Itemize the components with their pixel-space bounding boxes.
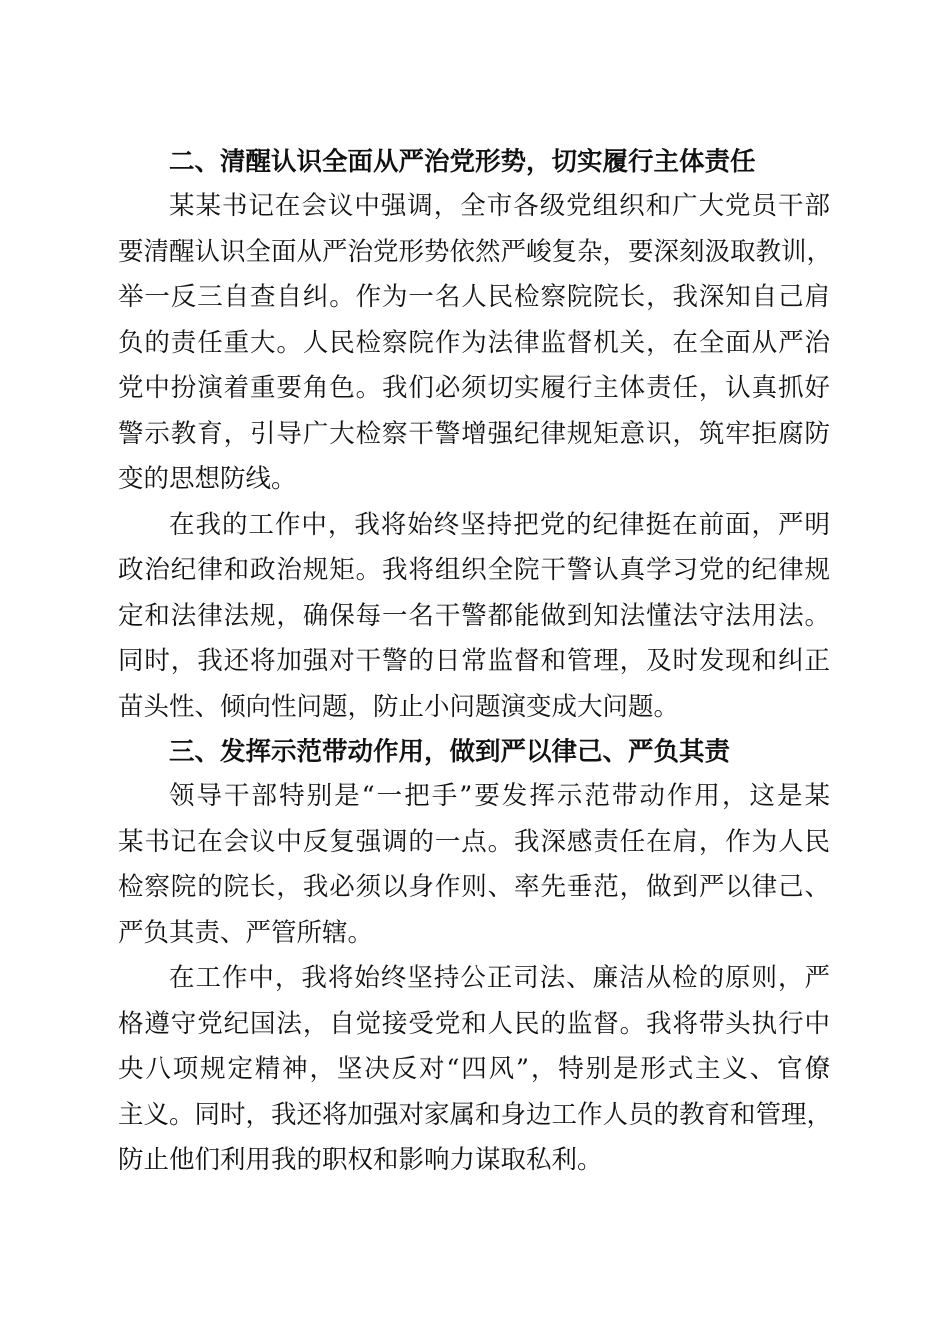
paragraph	[118, 774, 830, 956]
paragraph-line: 主义。同时，我还将加强对家属和身边工作人员的教育和管理，	[118, 1099, 833, 1130]
paragraph-line: 要清醒认识全面从严治党形势依然严峻复杂，要深刻汲取教训，	[118, 236, 833, 267]
paragraph-line: 某书记在会议中反复强调的一点。我深感责任在肩，作为人民	[118, 826, 830, 857]
paragraph	[118, 184, 833, 503]
paragraph-line: 某某书记在会议中强调，全市各级党组织和广大党员干部	[169, 191, 830, 221]
paragraph	[118, 956, 833, 1184]
paragraph-line: 防止他们利用我的职权和影响力谋取私利。	[118, 1145, 603, 1175]
paragraph	[118, 503, 830, 731]
section-heading: 三、发挥示范带动作用，做到严以律己、严负其责	[169, 737, 731, 767]
paragraph-line: 检察院的院长，我必须以身作则、率先垂范，做到严以律己、	[118, 872, 830, 902]
paragraph-line: 变的思想防线。	[118, 464, 297, 494]
paragraph-line: 政治纪律和政治规矩。我将组织全院干警认真学习党的纪律规	[118, 555, 830, 585]
paragraph-line: 负的责任重大。人民检察院作为法律监督机关，在全面从严治	[118, 327, 830, 358]
paragraph-line: 定和法律法规，确保每一名干警都能做到知法懂法守法用法。	[118, 600, 830, 631]
document-body	[118, 140, 833, 1184]
paragraph-line: 苗头性、倾向性问题，防止小问题演变成大问题。	[118, 691, 680, 722]
section-heading: 二、清醒认识全面从严治党形势，切实履行主体责任	[169, 147, 756, 177]
paragraph-line: 党中扮演着重要角色。我们必须切实履行主体责任，认真抓好	[118, 373, 830, 403]
paragraph-line: 央八项规定精神，坚决反对“四风”，特别是形式主义、官僚	[118, 1054, 830, 1084]
paragraph-line: 在工作中，我将始终坚持公正司法、廉洁从检的原则，严	[169, 963, 830, 993]
paragraph-line: 严负其责、严管所辖。	[118, 917, 374, 948]
paragraph-line: 举一反三自查自纠。作为一名人民检察院院长，我深知自己肩	[118, 282, 830, 312]
paragraph-line: 同时，我还将加强对干警的日常监督和管理，及时发现和纠正	[118, 646, 830, 676]
paragraph-line: 领导干部特别是“一把手”要发挥示范带动作用，这是某	[169, 781, 830, 811]
paragraph-line: 格遵守党纪国法，自觉接受党和人民的监督。我将带头执行中	[118, 1008, 830, 1039]
paragraph-line: 在我的工作中，我将始终坚持把党的纪律挺在前面，严明	[169, 509, 830, 540]
paragraph-line: 警示教育，引导广大检察干警增强纪律规矩意识，筑牢拒腐防	[118, 418, 830, 449]
